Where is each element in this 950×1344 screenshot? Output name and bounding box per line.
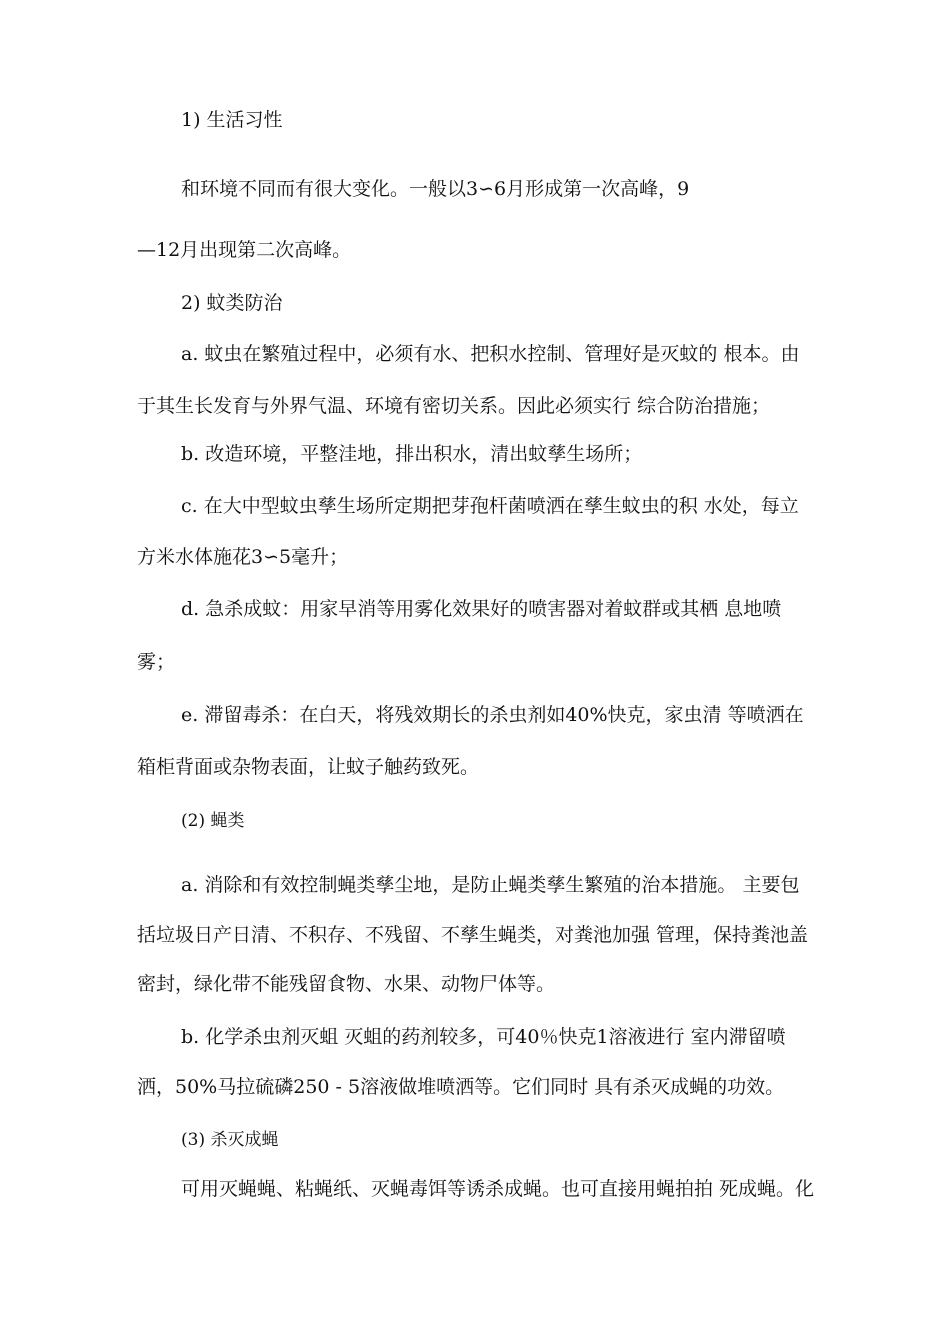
paragraph-line: d. 急杀成蚊：用家早消等用雾化效果好的喷害器对着蚊群或其栖 息地喷 <box>181 598 782 620</box>
paragraph-line: b. 化学杀虫剂灭蛆 灭蛆的药剂较多，可40％快克1溶液进行 室内滞留喷 <box>181 1026 786 1048</box>
paragraph-line: a. 消除和有效控制蝇类孳尘地，是防止蝇类孳生繁殖的治本措施。 主要包 <box>181 874 800 896</box>
paragraph-line: —12月出现第二次高峰。 <box>137 239 352 261</box>
paragraph-line: 括垃圾日产日清、不积存、不残留、不孳生蝇类，对粪池加强 管理，保持粪池盖 <box>137 924 809 946</box>
paragraph-line: 密封，绿化带不能残留食物、水果、动物尸体等。 <box>137 973 556 995</box>
paragraph-line: 箱柜背面或杂物表面，让蚊子触药致死。 <box>137 756 480 778</box>
paragraph-line: b. 改造环境，平整洼地，排出积水，清出蚊孳生场所； <box>181 443 643 465</box>
section-heading-mosquito-control: 2) 蚊类防治 <box>181 292 283 314</box>
paragraph-line: c. 在大中型蚊虫孳生场所定期把芽孢杆菌喷洒在孳生蚊虫的积 水处，每立 <box>181 495 799 517</box>
paragraph-line: a. 蚊虫在繁殖过程中，必须有水、把积水控制、管理好是灭蚊的 根本。由 <box>181 343 800 365</box>
paragraph-line: 洒，50%马拉硫磷250 - 5溶液做堆喷洒等。它们同时 具有杀灭成蝇的功效。 <box>137 1076 785 1098</box>
paragraph-line: 可用灭蝇蝇、粘蝇纸、灭蝇毒饵等诱杀成蝇。也可直接用蝇拍拍 死成蝇。化 <box>181 1178 815 1200</box>
paragraph-line: 雾； <box>137 651 176 673</box>
paragraph-line: 和环境不同而有很大变化。一般以3∽6月形成第一次高峰，9 <box>181 178 690 200</box>
section-heading-habits: 1) 生活习性 <box>181 109 283 131</box>
section-heading-kill-adult-flies: (3) 杀灭成蝇 <box>181 1130 279 1150</box>
paragraph-line: e. 滞留毒杀：在白天，将残效期长的杀虫剂如40%快克，家虫清 等喷洒在 <box>181 704 804 726</box>
section-heading-flies: (2) 蝇类 <box>181 811 245 831</box>
paragraph-line: 方米水体施花3∽5毫升； <box>137 546 349 568</box>
paragraph-line: 于其生长发育与外界气温、环境有密切关系。因此必须实行 综合防治措施； <box>137 395 771 417</box>
